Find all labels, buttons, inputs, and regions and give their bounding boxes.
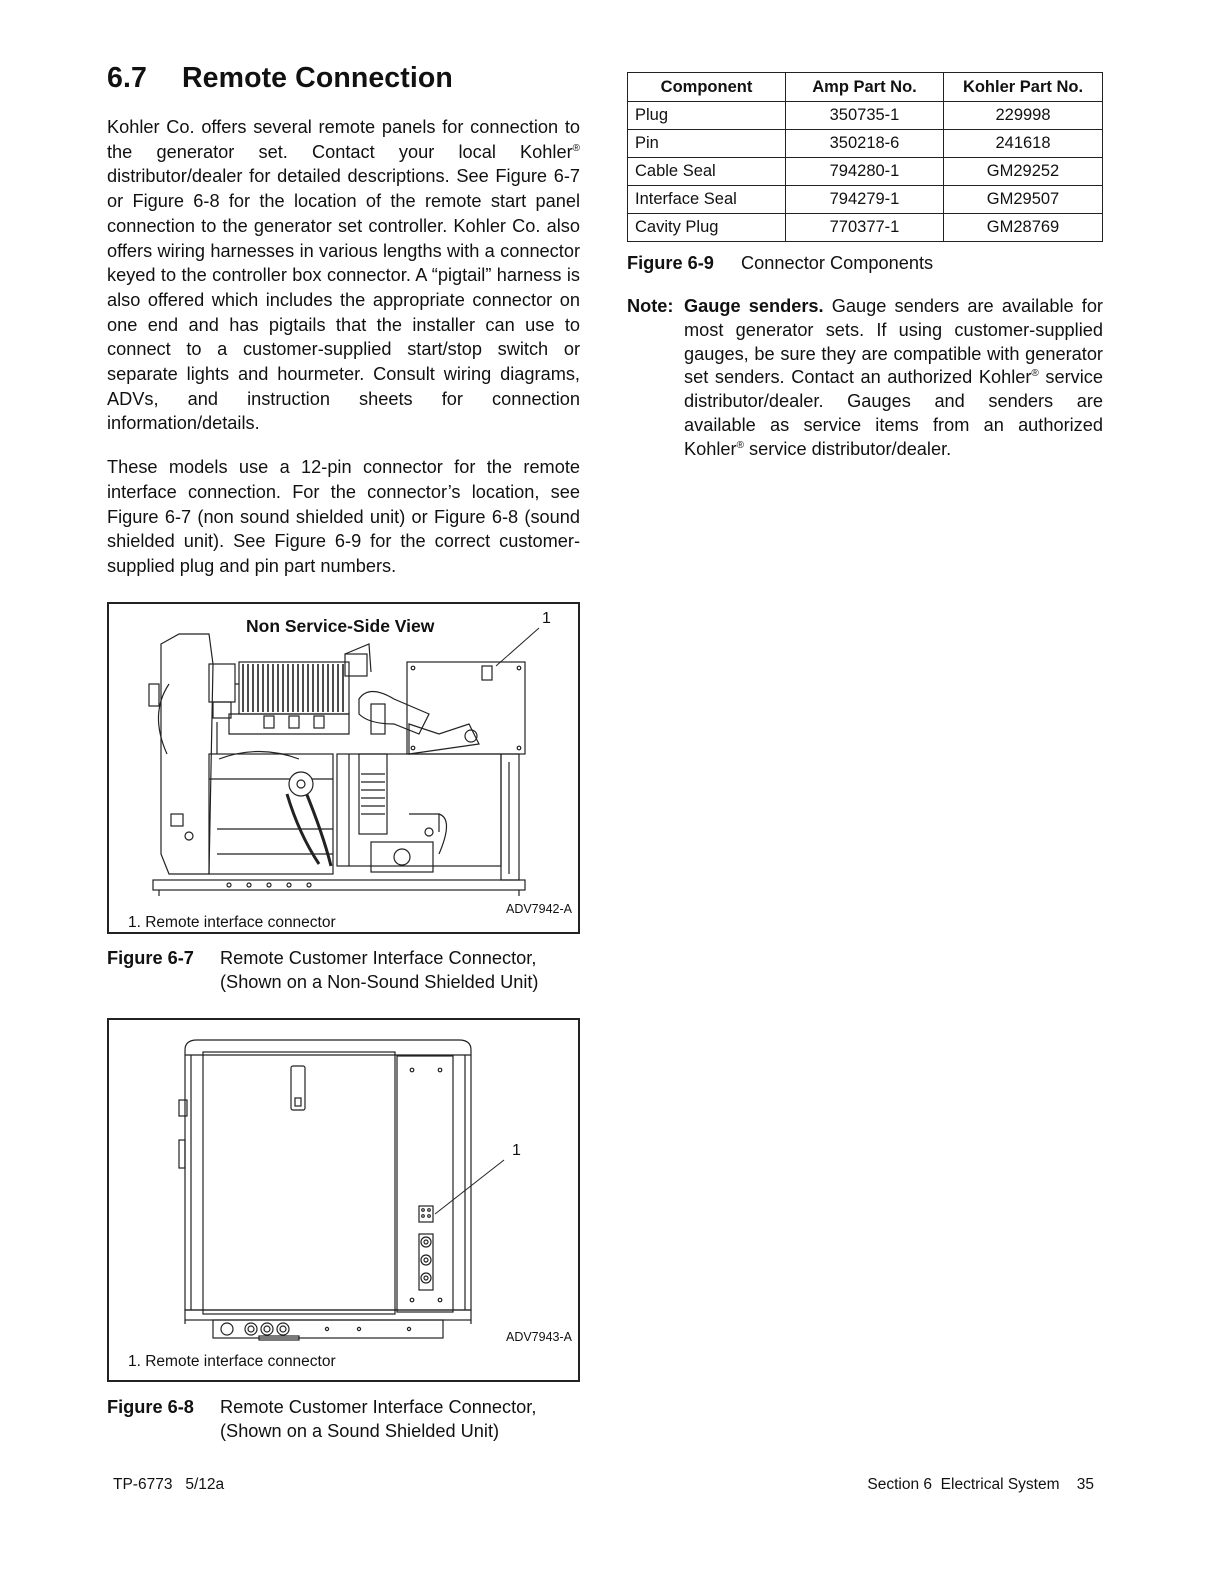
note-text-a: Gauge senders are available for most generator sets. If using customer-supplied gauges, be sure they are compatible with generator set senders. Contact an authorized Kohler — [684, 296, 1103, 388]
section-number: 6.7 — [107, 62, 147, 94]
amp-part-cell: 770377-1 — [786, 214, 944, 242]
figure-7-caption-line-2: (Shown on a Non-Sound Shielded Unit) — [220, 971, 539, 992]
connector-paragraph: These models use a 12-pin connector for the remote interface connection. For the connector’s location, see Figure 6-7 (non sound shielded unit) or Figure 6-8 (sound shielded unit). See Figure 6-9 for the correct customer-supplied plug and pin part numbers. — [107, 457, 580, 576]
amp-part-cell: 350218-6 — [786, 130, 944, 158]
amp-part-cell: 794280-1 — [786, 158, 944, 186]
note-text — [684, 295, 1103, 462]
figure-9-caption-text: Connector Components — [741, 253, 934, 273]
section-heading — [107, 62, 580, 95]
kohler-part-cell: GM28769 — [944, 214, 1103, 242]
figure-9-caption-label: Figure 6-9 — [627, 253, 714, 273]
table-row — [628, 186, 1103, 214]
generator-sound-shield-drawing — [109, 1020, 578, 1376]
intro-text-a: Kohler Co. offers several remote panels for connection to the generator set. Contact your local Kohler — [107, 117, 580, 162]
table-header-row — [628, 73, 1103, 102]
intro-text-b: distributor/dealer for detailed descriptions. See Figure 6-7 or Figure 6-8 for the location of the remote start panel connection to the generator set controller. Kohler Co. also offers wiring harnesses in various lengths with a connector keyed to the controller box connector. A “pigtail” harness is also offered which includes the appropriate connector on one end and has pigtails that the installer can use to connect to a customer-supplied start/stop switch or separate lights and hourmeter. Consult wiring diagrams, ADVs, and instruction sheets for connection information/details. — [107, 166, 580, 434]
figure-8-caption-label: Figure 6-8 — [107, 1396, 194, 1417]
figure-9-caption — [627, 251, 1103, 275]
table-row — [628, 102, 1103, 130]
connector-components-table — [627, 72, 1103, 242]
figure-7-caption-label: Figure 6-7 — [107, 947, 194, 968]
figure-8-legend: 1. Remote interface connector — [128, 1352, 336, 1370]
note-label: Note: — [627, 296, 674, 316]
gauge-senders-note — [627, 295, 1103, 462]
registered-mark: ® — [572, 142, 580, 154]
figure-8-drawing-number: ADV7943-A — [505, 1329, 572, 1344]
footer-document-id: TP-6773 5/12a — [113, 1476, 225, 1493]
figure-8-caption — [107, 1395, 580, 1443]
header-kohler-part-no: Kohler Part No. — [944, 73, 1103, 102]
figure-7-legend: 1. Remote interface connector — [128, 913, 336, 931]
figure-7-drawing-number: ADV7942-A — [505, 901, 572, 916]
table-row — [628, 158, 1103, 186]
figure-8-callout-number: 1 — [512, 1141, 521, 1159]
header-component: Component — [628, 73, 786, 102]
generator-non-service-side-drawing — [109, 604, 578, 928]
figure-7-caption-line-1: Remote Customer Interface Connector, — [220, 947, 537, 968]
kohler-part-cell: GM29507 — [944, 186, 1103, 214]
component-cell: Plug — [628, 102, 786, 130]
kohler-part-cell: GM29252 — [944, 158, 1103, 186]
intro-paragraph — [107, 115, 580, 436]
figure-6-8 — [107, 1018, 580, 1382]
right-column — [627, 72, 1103, 462]
footer-section-page: Section 6 Electrical System 35 — [867, 1476, 1094, 1493]
component-cell: Cavity Plug — [628, 214, 786, 242]
kohler-part-cell: 229998 — [944, 102, 1103, 130]
amp-part-cell: 350735-1 — [786, 102, 944, 130]
amp-part-cell: 794279-1 — [786, 186, 944, 214]
note-text-b: service distributor/dealer. Gauges and senders are available as service items from an authorized Kohler — [684, 367, 1104, 459]
note-text-c: service distributor/dealer. — [743, 438, 952, 459]
component-cell: Interface Seal — [628, 186, 786, 214]
component-cell: Pin — [628, 130, 786, 158]
figure-6-7 — [107, 602, 580, 934]
figure-8-caption-line-2: (Shown on a Sound Shielded Unit) — [220, 1420, 500, 1441]
table-row — [628, 130, 1103, 158]
figure-7-title: Non Service-Side View — [246, 615, 435, 636]
table-row — [628, 214, 1103, 242]
figure-7-callout-number: 1 — [542, 609, 551, 627]
section-title: Remote Connection — [182, 62, 453, 94]
registered-mark: ® — [1031, 368, 1039, 380]
figure-7-caption — [107, 946, 580, 994]
note-lead: Gauge senders. — [684, 296, 824, 316]
header-amp-part-no: Amp Part No. — [786, 73, 944, 102]
kohler-part-cell: 241618 — [944, 130, 1103, 158]
component-cell: Cable Seal — [628, 158, 786, 186]
left-column — [107, 62, 580, 1443]
figure-8-caption-line-1: Remote Customer Interface Connector, — [220, 1396, 537, 1417]
registered-mark: ® — [736, 439, 744, 451]
